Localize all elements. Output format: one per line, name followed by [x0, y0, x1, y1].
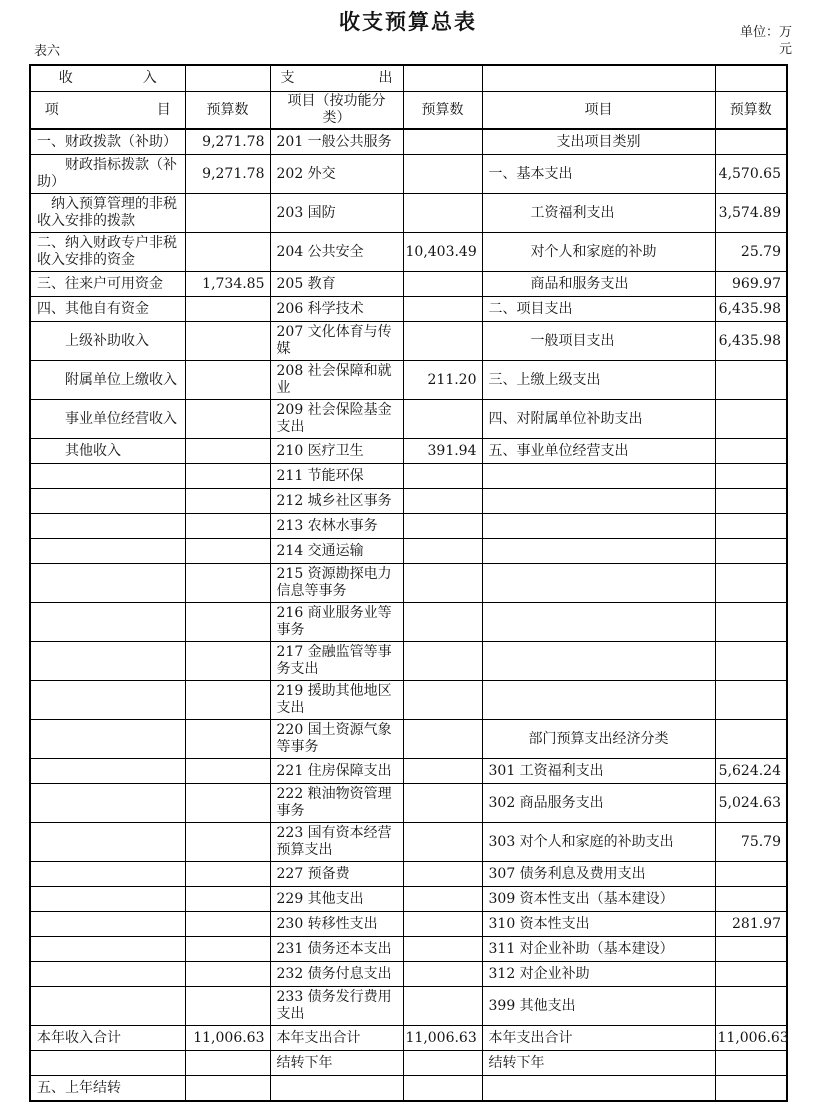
cell-r5-c5: 商品和服务支出 — [482, 272, 715, 297]
cell-r26-c3: 231 债务还本支出 — [270, 937, 403, 962]
cell-r18-c6 — [715, 681, 787, 720]
table-row — [30, 862, 787, 887]
cell-r14-c3: 214 交通运输 — [270, 539, 403, 564]
cell-r3-c3: 203 国防 — [270, 194, 403, 233]
cell-r23-c5: 307 债务利息及费用支出 — [482, 862, 715, 887]
cell-r17-c1 — [30, 642, 185, 681]
cell-r3-c5: 工资福利支出 — [482, 194, 715, 233]
cell-r8-c2 — [185, 361, 270, 400]
cell-r1-c4 — [403, 129, 482, 155]
cell-r25-c4 — [403, 912, 482, 937]
cell-r21-c4 — [403, 784, 482, 823]
table-row — [30, 642, 787, 681]
cell-r19-c5: 部门预算支出经济分类 — [482, 720, 715, 759]
header-func-budget: 预算数 — [403, 92, 482, 130]
cell-r18-c5 — [482, 681, 715, 720]
cell-r28-c6 — [715, 987, 787, 1026]
cell-r5-c3: 205 教育 — [270, 272, 403, 297]
cell-r23-c2 — [185, 862, 270, 887]
table-row — [30, 361, 787, 400]
header-empty-cell — [715, 65, 787, 92]
table-row — [30, 514, 787, 539]
cell-r11-c6 — [715, 464, 787, 489]
cell-r6-c4 — [403, 297, 482, 322]
cell-r12-c1 — [30, 489, 185, 514]
cell-r22-c2 — [185, 823, 270, 862]
cell-r7-c4 — [403, 322, 482, 361]
cell-r7-c2 — [185, 322, 270, 361]
cell-r5-c6: 969.97 — [715, 272, 787, 297]
header-econ-item: 项目 — [482, 92, 715, 130]
cell-r14-c5 — [482, 539, 715, 564]
cell-r26-c6 — [715, 937, 787, 962]
cell-r15-c2 — [185, 564, 270, 603]
cell-r10-c4: 391.94 — [403, 439, 482, 464]
cell-r19-c6 — [715, 720, 787, 759]
cell-r13-c2 — [185, 514, 270, 539]
cell-r26-c4 — [403, 937, 482, 962]
cell-r8-c5: 三、上缴上级支出 — [482, 361, 715, 400]
table-row — [30, 129, 787, 155]
table-row — [30, 439, 787, 464]
cell-r14-c1 — [30, 539, 185, 564]
cell-r16-c4 — [403, 603, 482, 642]
cell-r4-c3: 204 公共安全 — [270, 233, 403, 272]
cell-r9-c5: 四、对附属单位补助支出 — [482, 400, 715, 439]
cell-r12-c6 — [715, 489, 787, 514]
cell-r19-c1 — [30, 720, 185, 759]
cell-r17-c2 — [185, 642, 270, 681]
cell-r10-c1: 其他收入 — [30, 439, 185, 464]
cell-r29-c3: 本年支出合计 — [270, 1026, 403, 1051]
table-row — [30, 887, 787, 912]
cell-r13-c6 — [715, 514, 787, 539]
cell-r21-c1 — [30, 784, 185, 823]
cell-r1-c6 — [715, 129, 787, 155]
cell-r22-c5: 303 对个人和家庭的补助支出 — [482, 823, 715, 862]
cell-r19-c3: 220 国土资源气象等事务 — [270, 720, 403, 759]
cell-r22-c4 — [403, 823, 482, 862]
cell-r25-c3: 230 转移性支出 — [270, 912, 403, 937]
table-row — [30, 720, 787, 759]
cell-r12-c5 — [482, 489, 715, 514]
cell-r10-c5: 五、事业单位经营支出 — [482, 439, 715, 464]
header-empty-cell — [403, 65, 482, 92]
cell-r3-c1: 纳入预算管理的非税收入安排的拨款 — [30, 194, 185, 233]
table-row — [30, 784, 787, 823]
cell-r18-c2 — [185, 681, 270, 720]
cell-r11-c1 — [30, 464, 185, 489]
cell-r24-c1 — [30, 887, 185, 912]
cell-r12-c4 — [403, 489, 482, 514]
cell-r12-c2 — [185, 489, 270, 514]
cell-r22-c1 — [30, 823, 185, 862]
cell-r26-c1 — [30, 937, 185, 962]
cell-r11-c5 — [482, 464, 715, 489]
cell-r21-c3: 222 粮油物资管理事务 — [270, 784, 403, 823]
cell-r28-c4 — [403, 987, 482, 1026]
cell-r17-c5 — [482, 642, 715, 681]
cell-r27-c2 — [185, 962, 270, 987]
cell-r29-c2: 11,006.63 — [185, 1026, 270, 1051]
cell-r23-c6 — [715, 862, 787, 887]
table-row — [30, 1076, 787, 1102]
cell-r13-c1 — [30, 514, 185, 539]
cell-r6-c5: 二、项目支出 — [482, 297, 715, 322]
cell-r31-c5 — [482, 1076, 715, 1102]
cell-r28-c3: 233 债务发行费用支出 — [270, 987, 403, 1026]
cell-r3-c2 — [185, 194, 270, 233]
cell-r24-c5: 309 资本性支出（基本建设） — [482, 887, 715, 912]
cell-r30-c6 — [715, 1051, 787, 1076]
cell-r28-c5: 399 其他支出 — [482, 987, 715, 1026]
cell-r6-c1: 四、其他自有资金 — [30, 297, 185, 322]
cell-r16-c5 — [482, 603, 715, 642]
table-row — [30, 194, 787, 233]
cell-r7-c6: 6,435.98 — [715, 322, 787, 361]
cell-r16-c3: 216 商业服务业等事务 — [270, 603, 403, 642]
cell-r8-c1: 附属单位上缴收入 — [30, 361, 185, 400]
cell-r8-c6 — [715, 361, 787, 400]
cell-r18-c1 — [30, 681, 185, 720]
table-row — [30, 489, 787, 514]
cell-r13-c5 — [482, 514, 715, 539]
cell-r20-c3: 221 住房保障支出 — [270, 759, 403, 784]
cell-r15-c1 — [30, 564, 185, 603]
cell-r5-c1: 三、往来户可用资金 — [30, 272, 185, 297]
cell-r8-c4: 211.20 — [403, 361, 482, 400]
cell-r30-c1 — [30, 1051, 185, 1076]
cell-r31-c3 — [270, 1076, 403, 1102]
cell-r24-c2 — [185, 887, 270, 912]
cell-r4-c4: 10,403.49 — [403, 233, 482, 272]
cell-r25-c5: 310 资本性支出 — [482, 912, 715, 937]
cell-r29-c4: 11,006.63 — [403, 1026, 482, 1051]
cell-r21-c2 — [185, 784, 270, 823]
cell-r9-c6 — [715, 400, 787, 439]
unit-label: 单位：万元 — [739, 25, 792, 57]
cell-r30-c2 — [185, 1051, 270, 1076]
cell-r1-c5: 支出项目类别 — [482, 129, 715, 155]
cell-r20-c6: 5,624.24 — [715, 759, 787, 784]
cell-r30-c3: 结转下年 — [270, 1051, 403, 1076]
cell-r1-c1: 一、财政拨款（补助） — [30, 129, 185, 155]
cell-r24-c6 — [715, 887, 787, 912]
cell-r9-c4 — [403, 400, 482, 439]
cell-r21-c5: 302 商品服务支出 — [482, 784, 715, 823]
cell-r13-c4 — [403, 514, 482, 539]
cell-r25-c1 — [30, 912, 185, 937]
cell-r20-c5: 301 工资福利支出 — [482, 759, 715, 784]
cell-r23-c1 — [30, 862, 185, 887]
cell-r26-c5: 311 对企业补助（基本建设） — [482, 937, 715, 962]
cell-r4-c1: 二、纳入财政专户非税收入安排的资金 — [30, 233, 185, 272]
table-row — [30, 400, 787, 439]
cell-r11-c2 — [185, 464, 270, 489]
cell-r21-c6: 5,024.63 — [715, 784, 787, 823]
table-row — [30, 564, 787, 603]
cell-r27-c6 — [715, 962, 787, 987]
cell-r16-c6 — [715, 603, 787, 642]
header-income-item: 项 目 — [30, 92, 185, 130]
table-number-label: 表六 — [34, 44, 61, 59]
cell-r17-c3: 217 金融监管等事务支出 — [270, 642, 403, 681]
budget-table-body — [30, 129, 787, 1101]
cell-r15-c6 — [715, 564, 787, 603]
table-row — [30, 155, 787, 194]
cell-r23-c4 — [403, 862, 482, 887]
page-title: 收支预算总表 — [339, 9, 477, 34]
cell-r25-c2 — [185, 912, 270, 937]
cell-r4-c2 — [185, 233, 270, 272]
cell-r10-c2 — [185, 439, 270, 464]
cell-r23-c3: 227 预备费 — [270, 862, 403, 887]
header-econ-budget: 预算数 — [715, 92, 787, 130]
cell-r7-c3: 207 文化体育与传媒 — [270, 322, 403, 361]
cell-r31-c1: 五、上年结转 — [30, 1076, 185, 1102]
header-expense-group: 支 出 — [270, 65, 403, 92]
cell-r27-c1 — [30, 962, 185, 987]
cell-r31-c6 — [715, 1076, 787, 1102]
cell-r19-c2 — [185, 720, 270, 759]
table-row — [30, 297, 787, 322]
cell-r7-c5: 一般项目支出 — [482, 322, 715, 361]
cell-r10-c6 — [715, 439, 787, 464]
cell-r18-c3: 219 援助其他地区支出 — [270, 681, 403, 720]
cell-r25-c6: 281.97 — [715, 912, 787, 937]
cell-r1-c3: 201 一般公共服务 — [270, 129, 403, 155]
cell-r3-c6: 3,574.89 — [715, 194, 787, 233]
cell-r24-c3: 229 其他支出 — [270, 887, 403, 912]
table-row — [30, 539, 787, 564]
cell-r2-c4 — [403, 155, 482, 194]
cell-r20-c4 — [403, 759, 482, 784]
cell-r28-c2 — [185, 987, 270, 1026]
cell-r27-c3: 232 债务付息支出 — [270, 962, 403, 987]
cell-r22-c3: 223 国有资本经营预算支出 — [270, 823, 403, 862]
cell-r26-c2 — [185, 937, 270, 962]
cell-r30-c5: 结转下年 — [482, 1051, 715, 1076]
table-row — [30, 962, 787, 987]
cell-r14-c2 — [185, 539, 270, 564]
table-header — [30, 65, 787, 129]
cell-r18-c4 — [403, 681, 482, 720]
cell-r29-c6: 11,006.63 — [715, 1026, 787, 1051]
cell-r14-c4 — [403, 539, 482, 564]
table-row — [30, 823, 787, 862]
cell-r4-c6: 25.79 — [715, 233, 787, 272]
cell-r5-c2: 1,734.85 — [185, 272, 270, 297]
header-income-budget: 预算数 — [185, 92, 270, 130]
cell-r2-c1: 财政指标拨款（补助） — [30, 155, 185, 194]
cell-r2-c2: 9,271.78 — [185, 155, 270, 194]
cell-r28-c1 — [30, 987, 185, 1026]
cell-r24-c4 — [403, 887, 482, 912]
header-empty-cell — [185, 65, 270, 92]
cell-r13-c3: 213 农林水事务 — [270, 514, 403, 539]
cell-r30-c4 — [403, 1051, 482, 1076]
cell-r4-c5: 对个人和家庭的补助 — [482, 233, 715, 272]
table-row — [30, 937, 787, 962]
table-row — [30, 759, 787, 784]
header-column-row — [30, 92, 787, 130]
cell-r3-c4 — [403, 194, 482, 233]
budget-table — [29, 64, 788, 1102]
cell-r15-c3: 215 资源勘探电力信息等事务 — [270, 564, 403, 603]
table-row — [30, 464, 787, 489]
cell-r20-c2 — [185, 759, 270, 784]
table-row — [30, 272, 787, 297]
cell-r9-c1: 事业单位经营收入 — [30, 400, 185, 439]
cell-r12-c3: 212 城乡社区事务 — [270, 489, 403, 514]
cell-r2-c5: 一、基本支出 — [482, 155, 715, 194]
cell-r14-c6 — [715, 539, 787, 564]
cell-r17-c4 — [403, 642, 482, 681]
cell-r11-c4 — [403, 464, 482, 489]
cell-r16-c1 — [30, 603, 185, 642]
table-row — [30, 912, 787, 937]
cell-r15-c4 — [403, 564, 482, 603]
header-func-item-text: 项目（按功能分类） — [287, 93, 386, 126]
cell-r20-c1 — [30, 759, 185, 784]
table-row — [30, 1026, 787, 1051]
header-empty-cell — [482, 65, 715, 92]
cell-r16-c2 — [185, 603, 270, 642]
cell-r2-c3: 202 外交 — [270, 155, 403, 194]
cell-r2-c6: 4,570.65 — [715, 155, 787, 194]
cell-r22-c6: 75.79 — [715, 823, 787, 862]
cell-r31-c4 — [403, 1076, 482, 1102]
cell-r5-c4 — [403, 272, 482, 297]
cell-r6-c2 — [185, 297, 270, 322]
header-func-item — [270, 92, 403, 130]
table-row — [30, 322, 787, 361]
cell-r7-c1: 上级补助收入 — [30, 322, 185, 361]
cell-r19-c4 — [403, 720, 482, 759]
cell-r17-c6 — [715, 642, 787, 681]
table-row — [30, 1051, 787, 1076]
cell-r9-c2 — [185, 400, 270, 439]
cell-r10-c3: 210 医疗卫生 — [270, 439, 403, 464]
cell-r6-c3: 206 科学技术 — [270, 297, 403, 322]
table-row — [30, 681, 787, 720]
cell-r6-c6: 6,435.98 — [715, 297, 787, 322]
cell-r11-c3: 211 节能环保 — [270, 464, 403, 489]
cell-r15-c5 — [482, 564, 715, 603]
table-row — [30, 233, 787, 272]
cell-r31-c2 — [185, 1076, 270, 1102]
cell-r27-c4 — [403, 962, 482, 987]
cell-r29-c5: 本年支出合计 — [482, 1026, 715, 1051]
header-income-group: 收 入 — [30, 65, 185, 92]
cell-r1-c2: 9,271.78 — [185, 129, 270, 155]
table-row — [30, 603, 787, 642]
header-group-row — [30, 65, 787, 92]
cell-r9-c3: 209 社会保险基金支出 — [270, 400, 403, 439]
cell-r29-c1: 本年收入合计 — [30, 1026, 185, 1051]
table-row — [30, 987, 787, 1026]
cell-r8-c3: 208 社会保障和就业 — [270, 361, 403, 400]
cell-r27-c5: 312 对企业补助 — [482, 962, 715, 987]
